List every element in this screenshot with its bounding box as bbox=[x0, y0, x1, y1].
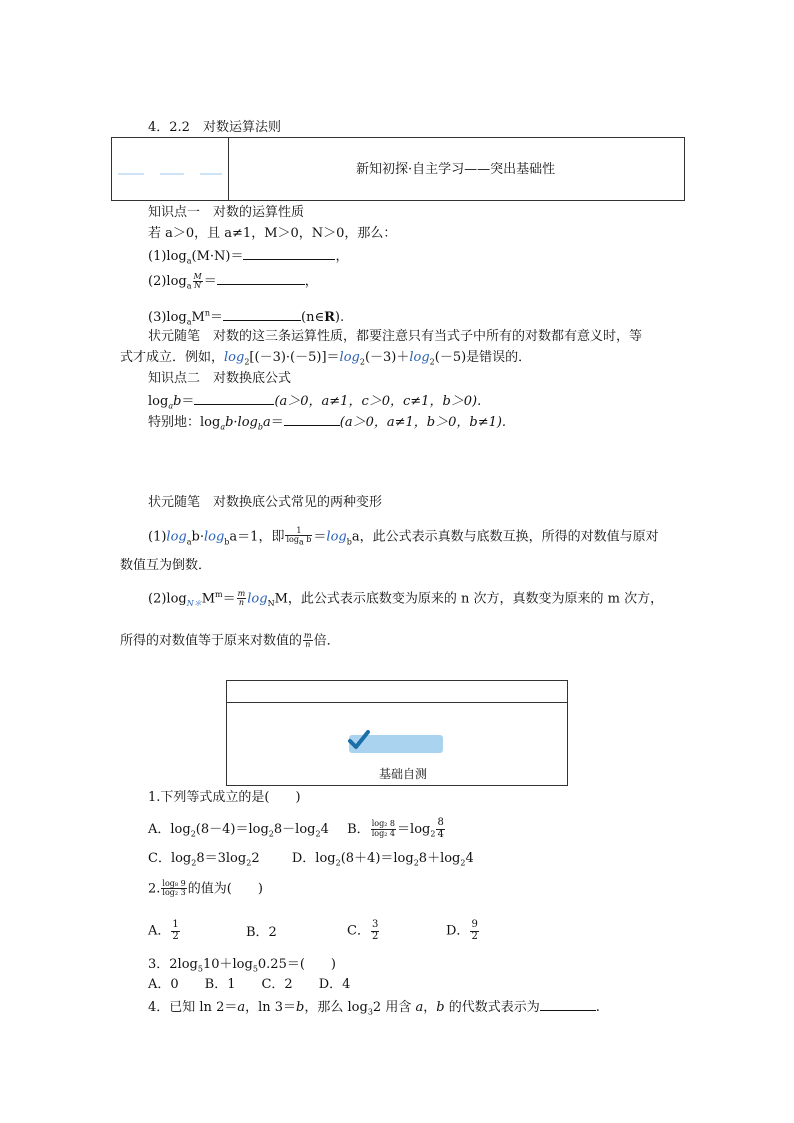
answer-blank[interactable] bbox=[223, 308, 301, 321]
q2-option-c[interactable]: C． $\frac{3}{2}$ bbox=[347, 919, 379, 942]
note2-title: 状元随笔 对数换底公式常见的两种变形 bbox=[148, 495, 383, 510]
check-icon bbox=[347, 729, 371, 751]
answer-blank[interactable] bbox=[194, 392, 274, 405]
answer-blank[interactable] bbox=[540, 998, 596, 1011]
selftest-divider bbox=[227, 702, 567, 703]
banner-box bbox=[111, 137, 685, 201]
kp2-special: 特别地：$\log_ab\cdot\log_ba= (a>0$，a≠1，b＞0，b≠1). bbox=[148, 415, 507, 432]
q2-stem: 2. $\frac{\text{log₈ 9}}{\text{log₂ 3}}$ 的值为( ) bbox=[148, 879, 263, 898]
note1-line1: 状元随笔 对数的这三条运算性质，都要注意只有当式子中所有的对数都有意义时，等 bbox=[148, 329, 643, 344]
note2-variant2-line2: 所得的对数值等于原来对数值的 $\frac{m}{n}$ 倍． bbox=[120, 631, 340, 650]
kp1-rule2: $(2)\log_a$ $\frac{M}{N}$ ＝ ， bbox=[148, 271, 318, 291]
answer-blank[interactable] bbox=[217, 272, 305, 285]
note2-variant1-line2: 数值互为倒数． bbox=[120, 558, 212, 573]
answer-blank[interactable] bbox=[284, 413, 340, 426]
section-title: 4．2.2 对数运算法则 bbox=[148, 120, 281, 135]
banner-title: 新知初探·自主学习——突出基础性 bbox=[356, 162, 556, 177]
banner-divider bbox=[228, 138, 229, 200]
q3-stem: 3．$2\log_510+\log_50.25=$( ) bbox=[148, 957, 336, 974]
kp1-rule1: $(1)\log_a(M\cdot N)=$ ， bbox=[148, 249, 349, 266]
selftest-label: 基础自测 bbox=[379, 767, 428, 781]
kp1-title: 知识点一 对数的运算性质 bbox=[148, 205, 305, 220]
q1-option-c-d bbox=[148, 851, 474, 868]
q1-option-b[interactable]: B． $\frac{\text{log₂ 8}}{\text{log₂ 4}}$ $=\log_2$ $\frac{8}{4}$ bbox=[347, 817, 444, 840]
q1-option-a[interactable]: A．$\log_2(8-4)=\log_28-\log_24$ bbox=[148, 821, 329, 839]
q1-option-a-b bbox=[148, 818, 446, 840]
note2-variant1: $(1)\log_ab\cdot\log_ba=1$，即 $\frac{1}{\log_a b}$ $=\log_ba$，此公式表示真数与底数互换，所得的对数值与原对 bbox=[148, 526, 659, 547]
kp2-formula: $\log_ab= (a>0$，a≠1，c＞0，c≠1，b＞0). bbox=[148, 394, 482, 411]
note1-line2: 式才成立．例如，$\log_2[(-3)\cdot(-5)]=\log_2(-3)+\log_2(-5)$是错误的． bbox=[120, 350, 532, 367]
note2-variant2: $(2)\log_{N*}M^m=$ $\frac{m}{n}$ $\log_NM$，此公式表示底数变为原来的 n 次方，真数变为原来的 m 次方， bbox=[148, 589, 664, 608]
q1-option-d[interactable]: D．$\log_2(8+4)=\log_28+\log_24$ bbox=[291, 851, 474, 868]
answer-blank[interactable] bbox=[243, 247, 335, 260]
q2-option-a[interactable]: A． $\frac{1}{2}$ bbox=[148, 919, 179, 942]
q1-option-c[interactable]: C．$\log_28=3\log_22$ bbox=[148, 851, 260, 868]
q2-option-b[interactable]: B．2 bbox=[246, 925, 277, 940]
q3-options[interactable]: A．0 B．1 C．2 D．4 bbox=[148, 977, 351, 992]
kp1-condition: 若 a＞0，且 a≠1，M＞0，N＞0，那么： bbox=[148, 226, 397, 241]
q4-stem: 4．已知 ln 2＝a，ln 3＝b，那么 $\log_32$ 用含 a，b 的代数式表示为 . bbox=[148, 1000, 600, 1017]
selftest-badge bbox=[349, 735, 443, 753]
kp1-rule3: $(3)\log_aM^n=$ (n∈R). bbox=[148, 308, 345, 327]
kp2-title: 知识点二 对数换底公式 bbox=[148, 371, 292, 386]
q1-stem: 1.下列等式成立的是( ) bbox=[148, 790, 301, 805]
selftest-box bbox=[226, 680, 568, 786]
q2-option-d[interactable]: D． $\frac{9}{2}$ bbox=[446, 919, 478, 942]
